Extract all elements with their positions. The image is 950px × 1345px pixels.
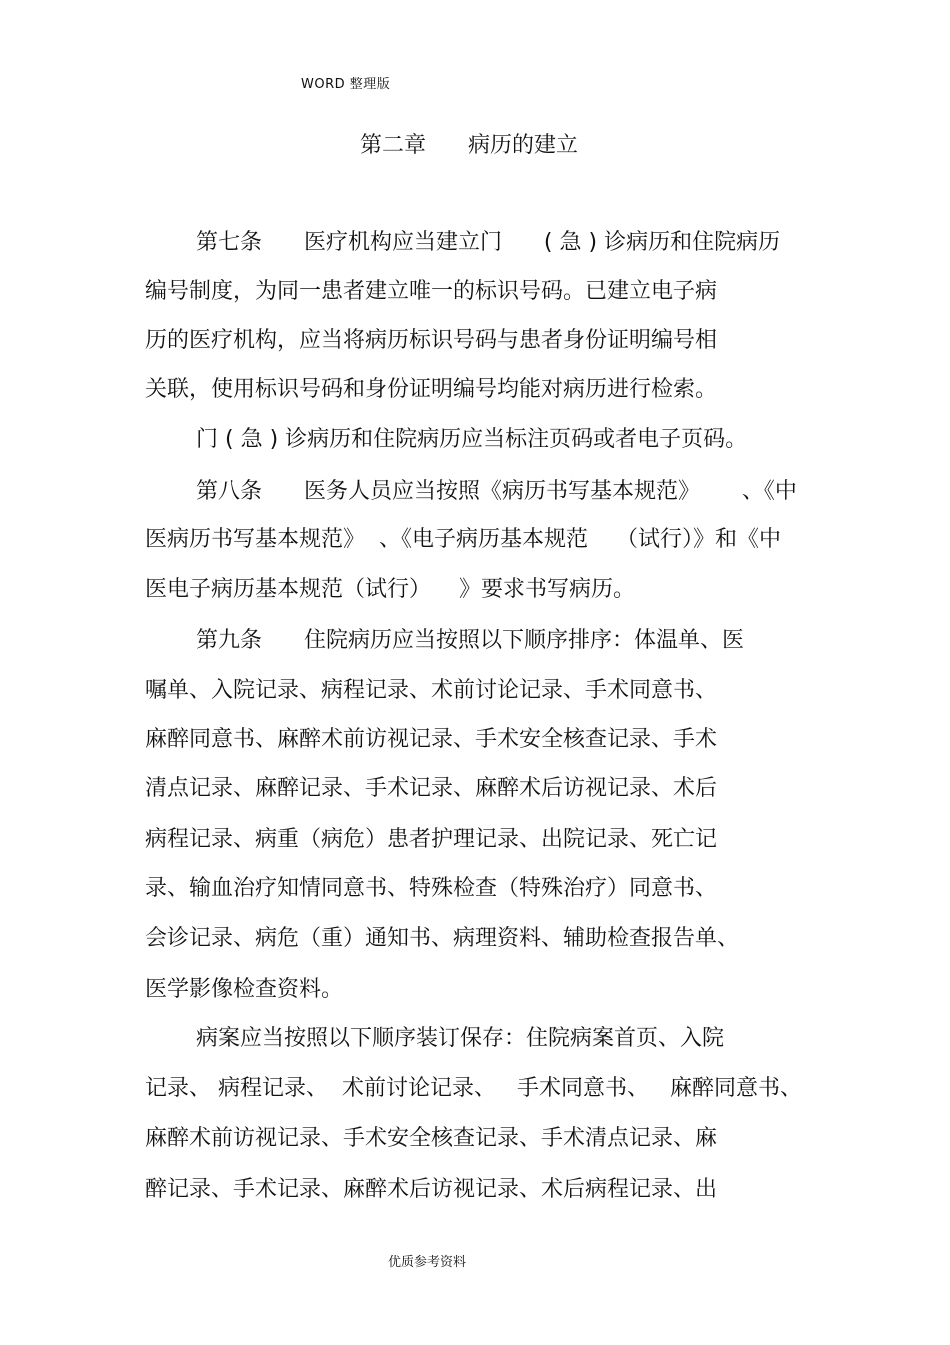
text-line: 医病历书写基本规范》 、《电子病历基本规范 （试行）》和《中 [145,527,781,552]
text-line: 门 ( 急 ) 诊病历和住院病历应当标注页码或者电子页码。 [196,427,748,452]
text-line: 关联，使用标识号码和身份证明编号均能对病历进行检索。 [145,377,718,402]
text-line: 嘱单、入院记录、病程记录、术前讨论记录、手术同意书、 [145,678,718,703]
text-line: 病程记录、病重（病危）患者护理记录、出院记录、死亡记 [145,827,718,852]
page-header: WORD 整理版 [301,77,391,92]
text-line: 第九条 住院病历应当按照以下顺序排序：体温单、医 [196,628,744,653]
text-line: 医学影像检查资料。 [145,977,344,1002]
page-footer: 优质参考资料 [388,1255,467,1270]
text-line: 历的医疗机构，应当将病历标识号码与患者身份证明编号相 [145,328,718,353]
text-line: 录、输血治疗知情同意书、特殊检查（特殊治疗）同意书、 [145,876,718,901]
text-line: 第七条 医疗机构应当建立门 ( 急 ) 诊病历和住院病历 [196,230,781,255]
text-line: 麻醉同意书、麻醉术前访视记录、手术安全核查记录、手术 [145,727,718,752]
chapter-title: 第二章 病历的建立 [360,133,578,158]
text-line: 病案应当按照以下顺序装订保存：住院病案首页、入院 [196,1026,725,1051]
text-line: 医电子病历基本规范（试行） 》要求书写病历。 [145,577,635,602]
text-line: 麻醉术前访视记录、手术安全核查记录、手术清点记录、麻 [145,1126,718,1151]
text-line: 第八条 医务人员应当按照《病历书写基本规范》 、《中 [196,479,797,504]
text-line: 会诊记录、病危（重）通知书、病理资料、辅助检查报告单、 [145,926,740,951]
text-line: 编号制度，为同一患者建立唯一的标识号码。已建立电子病 [145,279,718,304]
text-line: 醉记录、手术记录、麻醉术后访视记录、术后病程记录、出 [145,1177,718,1202]
text-line: 清点记录、麻醉记录、手术记录、麻醉术后访视记录、术后 [145,776,718,801]
text-line: 记录、 病程记录、 术前讨论记录、 手术同意书、 麻醉同意书、 [145,1076,802,1101]
